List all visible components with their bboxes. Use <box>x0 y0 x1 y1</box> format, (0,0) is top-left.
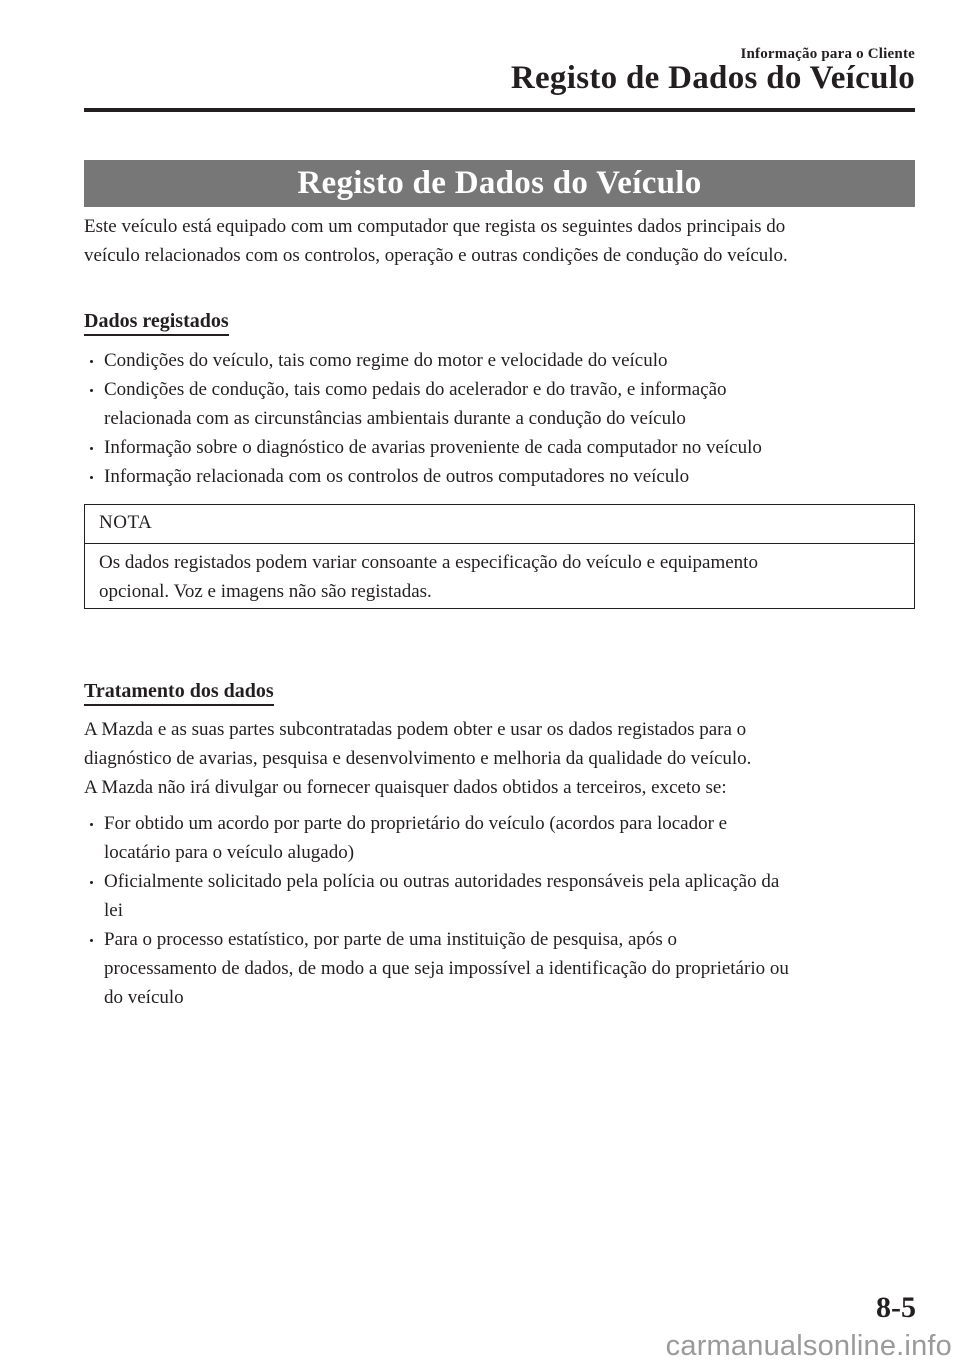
list-item: Condições do veículo, tais como regime do motor e velocidade do veículo <box>84 346 762 375</box>
data-handling-heading: Tratamento dos dados <box>84 679 274 706</box>
recorded-data-heading: Dados registados <box>84 309 229 336</box>
data-handling-line-1: A Mazda e as suas partes subcontratadas podem obter e usar os dados registados para o <box>84 719 747 740</box>
data-handling-line-2: diagnóstico de avarias, pesquisa e desenvolvimento e melhoria da qualidade do veículo. <box>84 748 752 769</box>
intro-line-1: Este veículo está equipado com um computador que regista os seguintes dados principais do <box>84 216 786 237</box>
list-item: Oficialmente solicitado pela polícia ou outras autoridades responsáveis pela aplicação da lei <box>84 867 789 925</box>
note-divider <box>85 543 914 544</box>
header-divider <box>84 108 915 112</box>
section-title: Registo de Dados do Veículo <box>297 165 702 201</box>
list-item: Informação relacionada com os controlos de outros computadores no veículo <box>84 462 762 491</box>
data-handling-line-3: A Mazda não irá divulgar ou fornecer quaisquer dados obtidos a terceiros, exceto se: <box>84 777 727 798</box>
list-item: For obtido um acordo por parte do proprietário do veículo (acordos para locador e locatário para o veículo alugado) <box>84 809 789 867</box>
list-item: Informação sobre o diagnóstico de avarias proveniente de cada computador no veículo <box>84 433 762 462</box>
recorded-data-list <box>84 346 762 491</box>
watermark: carmanualsonline.info <box>665 1330 952 1362</box>
note-text: Os dados registados podem variar consoante a especificação do veículo e equipamento opcional. Voz e imagens não são registadas. <box>99 552 758 602</box>
data-handling-list <box>84 809 789 1012</box>
section-title-banner <box>84 160 915 207</box>
list-item: Condições de condução, tais como pedais do acelerador e do travão, e informação relacionada com as circunstâncias ambientais durante a condução do veículo <box>84 375 762 433</box>
running-header-section: Informação para o Cliente <box>740 46 915 62</box>
list-item: Para o processo estatístico, por parte de uma instituição de pesquisa, após o processamento de dados, de modo a que seja impossível a identificação do proprietário ou do veículo <box>84 925 789 1012</box>
intro-line-2: veículo relacionados com os controlos, operação e outras condições de condução do veículo. <box>84 245 788 266</box>
note-title: NOTA <box>99 512 153 533</box>
running-header-title: Registo de Dados do Veículo <box>510 60 915 96</box>
note-box <box>84 504 915 609</box>
page-number: 8-5 <box>876 1291 916 1324</box>
